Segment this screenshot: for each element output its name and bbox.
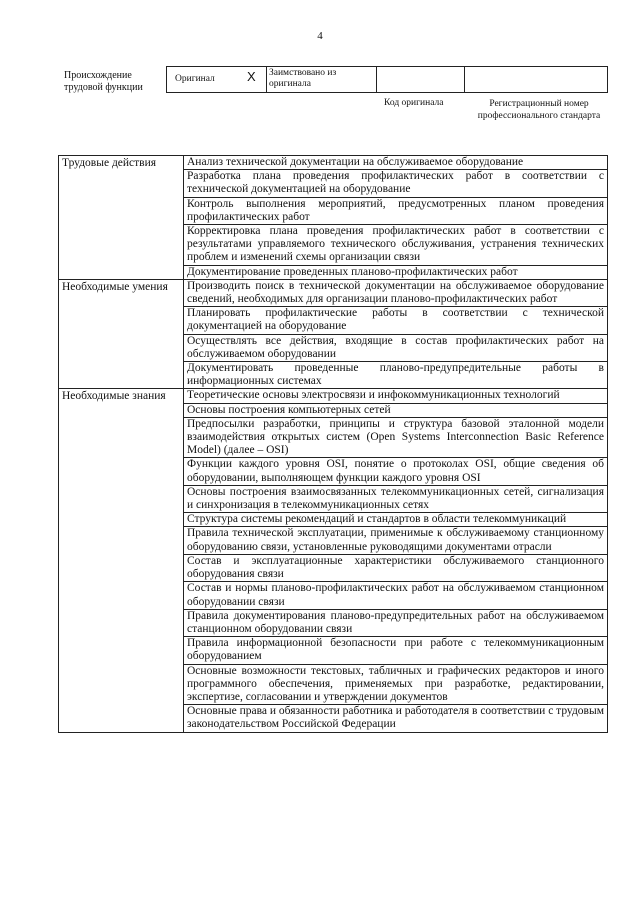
table-cell: Разработка плана проведения профилактических работ в соответствии с технической документацией на оборудование	[184, 170, 608, 197]
table-cell: Теоретические основы электросвязи и инфокоммуникационных технологий	[184, 389, 608, 403]
section-header: Трудовые действия	[59, 156, 184, 280]
table-cell: Основные права и обязанности работника и работодателя в соответствии с трудовым законодательством Российской Федерации	[184, 705, 608, 732]
table-cell: Состав и нормы планово-профилактических работ на обслуживаемом станционном оборудовании связи	[184, 582, 608, 609]
origin-label: Происхождение трудовой функции	[64, 70, 143, 93]
borrowed-cell: Заимствовано из оригинала	[267, 67, 377, 92]
table-cell: Документировать проведенные планово-предупредительные работы в информационных системах	[184, 362, 608, 389]
origin-table	[166, 66, 608, 93]
table-cell: Анализ технической документации на обслуживаемое оборудование	[184, 156, 608, 170]
page-number: 4	[317, 30, 323, 42]
table-cell: Состав и эксплуатационные характеристики обслуживаемого станционного оборудования связи	[184, 554, 608, 581]
section-header: Необходимые знания	[59, 389, 184, 732]
table-cell: Контроль выполнения мероприятий, предусмотренных планом проведения профилактических работ	[184, 197, 608, 224]
original-cell	[167, 67, 267, 92]
table-cell: Правила документирования планово-предупредительных работ на обслуживаемом станционном оборудовании связи	[184, 609, 608, 636]
table-cell: Осуществлять все действия, входящие в состав профилактических работ на обслуживаемом оборудовании	[184, 334, 608, 361]
table-cell: Правила технической эксплуатации, применимые к обслуживаемому станционному оборудованию связи, установленные руководящими документами отрасли	[184, 527, 608, 554]
section-header: Необходимые умения	[59, 279, 184, 389]
original-mark: X	[247, 69, 256, 84]
table-row	[59, 156, 608, 170]
reg-number-caption: Регистрационный номер профессионального стандарта	[477, 99, 601, 121]
table-cell: Производить поиск в технической документации на обслуживаемое оборудование сведений, необходимых для организации планово-профилактических работ	[184, 279, 608, 306]
table-row	[59, 389, 608, 403]
code-caption: Код оригинала	[384, 98, 444, 108]
code-cell	[377, 67, 465, 92]
table-row	[59, 279, 608, 306]
table-cell: Функции каждого уровня OSI, понятие о протоколах OSI, общие сведения об оборудовании, выполняющем функции каждого уровня OSI	[184, 458, 608, 485]
table-cell: Планировать профилактические работы в соответствии с технической документацией на оборудование	[184, 307, 608, 334]
table-cell: Предпосылки разработки, принципы и структура базовой эталонной модели взаимодействия открытых систем (Open Systems Interconnection Basic Reference Model) (далее – OSI)	[184, 417, 608, 458]
table-cell: Основы построения взаимосвязанных телекоммуникационных сетей, сигнализация и синхронизация в телекоммуникационных сетях	[184, 485, 608, 512]
table-cell: Основные возможности текстовых, табличных и графических редакторов и иного программного обеспечения, применяемых при разработке, редактировании, экспертизе, согласовании и утверждении документов	[184, 664, 608, 705]
table-cell: Основы построения компьютерных сетей	[184, 403, 608, 417]
table-cell: Правила информационной безопасности при работе с телекоммуникационным оборудованием	[184, 637, 608, 664]
table-cell: Документирование проведенных планово-профилактических работ	[184, 265, 608, 279]
function-table	[58, 155, 608, 733]
table-cell: Корректировка плана проведения профилактических работ в соответствии с результатами управляемого технического обслуживания, устранения технических проблем и изменений схемы организации связи	[184, 225, 608, 266]
reg-number-cell	[465, 67, 607, 92]
original-label: Оригинал	[175, 74, 215, 84]
table-cell: Структура системы рекомендаций и стандартов в области телекоммуникаций	[184, 513, 608, 527]
